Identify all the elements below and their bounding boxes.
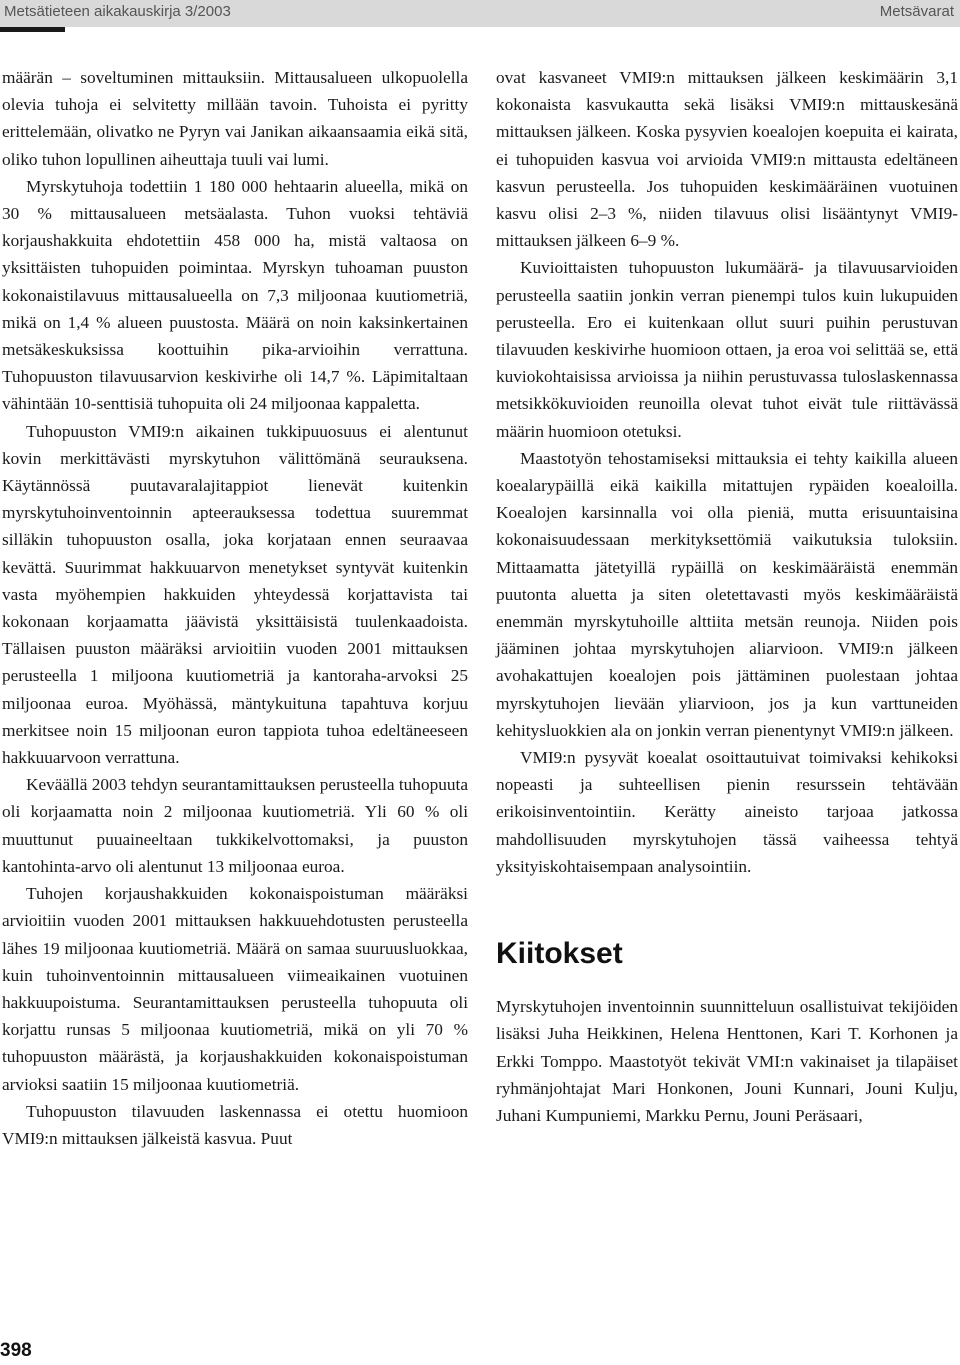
section-title: Metsävarat (879, 3, 954, 20)
acknowledgements-text: Myrskytuhojen inventoinnin suunnitteluun osallistuivat tekijöiden lisäksi Juha Heikkinen, Helena Henttonen, Kari T. Korhonen ja Erkki Tomppo. Maastotyöt tekivät VMI:n vakinaiset ja tilapäiset ryhmänjohtajat Mari Honkonen, Jouni Kunnari, Jouni Kulju, Juhani Kumpuniemi, Markku Pernu, Jouni Peräsaari, (496, 997, 958, 1125)
left-text-column (2, 64, 468, 1152)
header-accent-bar (0, 27, 65, 32)
paragraph: Tuhopuuston VMI9:n aikainen tukkipuuosuus ei alentunut kovin merkittävästi myrskytuhon välittömänä seurauksena. Käytännössä puutavaralajitappiot lienevät kuitenkin myrskytuhoinventoinnin apteerauksessa todettua suuremmat silläkin tuhopuuston osalla, joka korjataan ennen seuraavaa kevättä. Suurimmat hakkuuarvon menetykset syntyvät kuitenkin vasta myöhempien hakkuiden yhteydessä korjattavista tai kokonaan korjaamatta jäävistä yksittäisistä tuulenkaadoista. Tällaisen puuston määräksi arvioitiin vuoden 2001 mittauksen perusteella 1 miljoona kuutiometriä ja kantoraha-arvoksi 25 miljoonaa euroa. Myöhässä, mäntykuituna tapahtuva korjuu merkitsee noin 15 miljoonan euron tappiota tuhoa edeltäneeseen hakkuuarvoon verrattuna. (2, 421, 468, 768)
running-header (0, 0, 960, 27)
paragraph: Keväällä 2003 tehdyn seurantamittauksen perusteella tuhopuuta oli korjaamatta noin 2 miljoonaa kuutiometriä. Yli 60 % oli muuttunut puuaineeltaan tukkikelvottomaksi, ja puuston kantohinta-arvo oli alentunut 13 miljoonaa euroa. (2, 775, 468, 876)
journal-title: Metsätieteen aikakauskirja 3/2003 (4, 3, 231, 20)
right-text-column (496, 64, 958, 1129)
paragraph: määrän – soveltuminen mittauksiin. Mittausalueen ulkopuolella olevia tuhoja ei selvitetty millään tavoin. Tuhoista ei pyritty erittelemään, olivatko ne Pyryn vai Janikan aikaansaamia eikä sitä, oliko tuhon lopullinen aiheuttaja tuuli vai lumi. (2, 68, 468, 169)
paragraph: Kuvioittaisten tuhopuuston lukumäärä- ja tilavuusarvioiden perusteella saatiin jonkin verran pienempi tulos kuin lukupuiden perusteella. Ero ei kuitenkaan ollut suuri puihin perustuvan tilavuuden keskivirhe huomioon ottaen, ja eroa voi selittää se, että kuviokohtaisissa arvioissa ja niihin perustuvassa tuloslaskennassa metsikkökuvioiden reunoilla olevat tuhot eivät tule riittävässä määrin huomioon otetuksi. (496, 258, 958, 441)
paragraph: Myrskytuhoja todettiin 1 180 000 hehtaarin alueella, mikä on 30 % mittausalueen metsäalasta. Tuhon vuoksi tehtäviä korjaushakkuita ehdotettiin 458 000 ha, mistä valtaosa on yksittäisten tuhopuiden poimintaa. Myrskyn tuhoaman puuston kokonaistilavuus mittausalueella on 7,3 miljoonaa kuutiometriä, mikä on 1,4 % alueen puustosta. Määrä on noin kaksinkertainen metsäkeskuksissa koottuihin pika-arvioihin verrattuna. Tuhopuuston tilavuusarvion keskivirhe oli 14,7 %. Läpimitaltaan vähintään 10-senttisiä tuhopuita oli 24 miljoonaa kappaletta. (2, 176, 468, 414)
acknowledgements-heading: Kiitokset (496, 937, 623, 971)
paragraph: Tuhojen korjaushakkuiden kokonaispoistuman määräksi arvioitiin vuoden 2001 mittauksen hakkuuehdotusten perusteella lähes 19 miljoonaa kuutiometriä. Määrä on samaa suuruusluokkaa, kuin tuhoinventoinnin mittausalueen viimeaikainen vuotuinen hakkuupoistuma. Seurantamittauksen perusteella tuhopuuta oli korjattu runsas 5 miljoonaa kuutiometriä, mikä on yli 70 % tuhopuuston määrästä, ja korjaushakkuiden kokonaispoistuman arvioksi saatiin 15 miljoonaa kuutiometriä. (2, 884, 468, 1094)
paragraph: Tuhopuuston tilavuuden laskennassa ei otettu huomioon VMI9:n mittauksen jälkeistä kasvua. Puut (2, 1101, 468, 1148)
paragraph: Maastotyön tehostamiseksi mittauksia ei tehty kaikilla alueen koealarypäillä eikä kaikilla mitattujen rypäiden koealoilla. Koealojen karsinnalla voi olla pieniä, mutta erisuuntaisina kokonaisuudessaan merkityksettömiä vaikutuksia tuloksiin. Mittaamatta jätetyillä rypäillä on keskimääräistä enemmän puutonta aluetta ja siten oletettavasti myös keskimääräistä enemmän myrskytuhoille alttiita metsän reunoja. Niiden pois jääminen johtaa myrskytuhojen aliarvioon. VMI9:n jälkeen avohakattujen koealojen pois jättäminen puolestaan johtaa myrskytuhojen lievään yliarvioon, jos ja kun varttuneiden kehitysluokkien ala on jonkin verran pienentynyt VMI9:n jälkeen. (496, 448, 958, 740)
paragraph: VMI9:n pysyvät koealat osoittautuivat toimivaksi kehikoksi nopeasti ja suhteellisen pienin resurssein tehtävään erikoisinventointiin. Kerätty aineisto tarjoaa jatkossa mahdollisuuden myrskytuhojen tässä vaiheessa tehtyä yksityiskohtaisempaan analysointiin. (496, 748, 958, 876)
page-number: 398 (0, 1340, 32, 1361)
paragraph: ovat kasvaneet VMI9:n mittauksen jälkeen keskimäärin 3,1 kokonaista kasvukautta sekä lisäksi VMI9:n mittauskesänä mittauksen jälkeen. Koska pysyvien koealojen koepuita ei kairata, ei tuhopuiden kasvua voi arvioida VMI9:n mittausta edeltäneen kasvun perusteella. Jos tuhopuiden keskimääräinen vuotuinen kasvu olisi 2–3 %, niiden tilavuus olisi lisääntynyt VMI9-mittauksen jälkeen 6–9 %. (496, 68, 958, 251)
